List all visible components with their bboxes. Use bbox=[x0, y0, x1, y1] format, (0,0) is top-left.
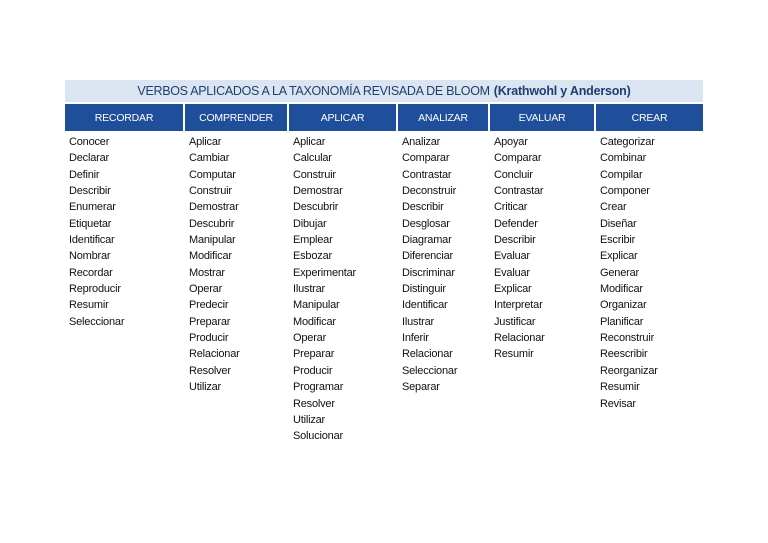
column-evaluar bbox=[490, 134, 596, 445]
verb-item: Ilustrar bbox=[402, 315, 435, 328]
verb-item: Reorganizar bbox=[600, 364, 658, 377]
table-title-authors: (Krathwohl y Anderson) bbox=[493, 84, 631, 98]
verb-item: Escribir bbox=[600, 234, 636, 247]
verb-item: Revisar bbox=[600, 397, 636, 410]
verb-item: Definir bbox=[69, 168, 100, 181]
verb-item: Concluir bbox=[494, 168, 533, 181]
verb-item: Demostrar bbox=[293, 185, 343, 198]
verb-item: Mostrar bbox=[189, 266, 225, 279]
verb-item: Seleccionar bbox=[402, 364, 458, 377]
verb-item: Nombrar bbox=[69, 250, 111, 263]
verb-item: Operar bbox=[189, 283, 223, 296]
verb-item: Interpretar bbox=[494, 299, 543, 312]
verb-item: Defender bbox=[494, 217, 538, 230]
verb-item: Programar bbox=[293, 381, 344, 394]
verb-item: Resumir bbox=[69, 299, 109, 312]
verb-item: Describir bbox=[494, 234, 536, 247]
header-crear: CREAR bbox=[596, 104, 703, 131]
verb-item: Discriminar bbox=[402, 266, 455, 279]
verb-item: Producir bbox=[293, 364, 333, 377]
verb-item: Preparar bbox=[189, 315, 231, 328]
header-analizar: ANALIZAR bbox=[398, 104, 490, 131]
column-analizar bbox=[398, 134, 490, 445]
verb-item: Producir bbox=[189, 332, 229, 345]
verb-item: Descubrir bbox=[189, 217, 235, 230]
verb-item: Contrastar bbox=[402, 168, 452, 181]
verb-item: Modificar bbox=[293, 315, 336, 328]
verb-item: Identificar bbox=[69, 234, 115, 247]
verb-item: Emplear bbox=[293, 234, 333, 247]
verb-item: Etiquetar bbox=[69, 217, 112, 230]
verb-item: Describir bbox=[402, 201, 444, 214]
verb-item: Ilustrar bbox=[293, 283, 326, 296]
verb-item: Manipular bbox=[293, 299, 340, 312]
verb-item: Aplicar bbox=[293, 136, 326, 148]
verb-item: Explicar bbox=[600, 250, 638, 263]
header-row bbox=[65, 104, 703, 131]
verb-item: Apoyar bbox=[494, 136, 528, 148]
verb-item: Demostrar bbox=[189, 201, 239, 214]
verb-item: Manipular bbox=[189, 234, 236, 247]
verb-item: Resolver bbox=[189, 364, 231, 377]
verb-item: Recordar bbox=[69, 266, 113, 279]
verb-item: Relacionar bbox=[189, 348, 240, 361]
column-comprender bbox=[185, 134, 289, 445]
verb-item: Compilar bbox=[600, 168, 643, 181]
verb-item: Reconstruir bbox=[600, 332, 655, 345]
verb-item: Relacionar bbox=[402, 348, 453, 361]
verb-item: Combinar bbox=[600, 152, 647, 165]
verb-item: Conocer bbox=[69, 136, 110, 148]
verb-item: Preparar bbox=[293, 348, 335, 361]
verb-item: Relacionar bbox=[494, 332, 545, 345]
verb-item: Categorizar bbox=[600, 136, 655, 148]
verb-item: Describir bbox=[69, 185, 111, 198]
header-recordar: RECORDAR bbox=[65, 104, 185, 131]
verb-item: Comparar bbox=[402, 152, 450, 165]
verb-item: Descubrir bbox=[293, 201, 339, 214]
header-aplicar: APLICAR bbox=[289, 104, 398, 131]
verb-item: Construir bbox=[293, 168, 336, 181]
verb-item: Desglosar bbox=[402, 217, 450, 230]
verb-item: Comparar bbox=[494, 152, 542, 165]
verb-item: Resumir bbox=[600, 381, 640, 394]
verb-item: Contrastar bbox=[494, 185, 544, 198]
verb-item: Utilizar bbox=[189, 381, 222, 394]
verb-item: Evaluar bbox=[494, 266, 530, 279]
verb-item: Generar bbox=[600, 266, 639, 279]
verb-item: Deconstruir bbox=[402, 185, 457, 198]
verb-item: Distinguir bbox=[402, 283, 446, 296]
verb-item: Diseñar bbox=[600, 217, 637, 230]
column-aplicar bbox=[289, 134, 398, 445]
verb-item: Resumir bbox=[494, 348, 534, 361]
verb-item: Seleccionar bbox=[69, 315, 125, 328]
verb-item: Explicar bbox=[494, 283, 532, 296]
verb-item: Modificar bbox=[600, 283, 643, 296]
verb-item: Enumerar bbox=[69, 201, 116, 214]
verb-item: Computar bbox=[189, 168, 236, 181]
verb-item: Construir bbox=[189, 185, 232, 198]
verb-columns bbox=[65, 134, 703, 445]
verb-item: Evaluar bbox=[494, 250, 530, 263]
verb-item: Separar bbox=[402, 381, 440, 394]
verb-item: Inferir bbox=[402, 332, 429, 345]
table-title-main: VERBOS APLICADOS A LA TAXONOMÍA REVISADA DE BLOOM bbox=[137, 84, 490, 98]
verb-item: Diferenciar bbox=[402, 250, 453, 263]
verb-item: Operar bbox=[293, 332, 327, 345]
table-title bbox=[65, 80, 703, 102]
verb-item: Esbozar bbox=[293, 250, 332, 263]
verb-item: Analizar bbox=[402, 136, 441, 148]
verb-item: Criticar bbox=[494, 201, 528, 214]
verb-item: Cambiar bbox=[189, 152, 230, 165]
verb-item: Solucionar bbox=[293, 430, 343, 443]
verb-item: Crear bbox=[600, 201, 627, 214]
verb-item: Reproducir bbox=[69, 283, 121, 296]
verb-item: Resolver bbox=[293, 397, 335, 410]
header-evaluar: EVALUAR bbox=[490, 104, 596, 131]
verb-item: Componer bbox=[600, 185, 650, 198]
verb-item: Modificar bbox=[189, 250, 232, 263]
verb-item: Calcular bbox=[293, 152, 332, 165]
verb-item: Organizar bbox=[600, 299, 647, 312]
verb-item: Diagramar bbox=[402, 234, 452, 247]
verb-item: Declarar bbox=[69, 152, 109, 165]
verb-item: Aplicar bbox=[189, 136, 222, 148]
bloom-taxonomy-table bbox=[65, 80, 703, 445]
verb-item: Dibujar bbox=[293, 217, 327, 230]
verb-item: Predecir bbox=[189, 299, 229, 312]
verb-item: Utilizar bbox=[293, 413, 326, 426]
header-comprender: COMPRENDER bbox=[185, 104, 289, 131]
verb-item: Experimentar bbox=[293, 266, 357, 279]
verb-item: Planificar bbox=[600, 315, 644, 328]
verb-item: Justificar bbox=[494, 315, 536, 328]
verb-item: Identificar bbox=[402, 299, 448, 312]
column-crear bbox=[596, 134, 703, 445]
column-recordar bbox=[65, 134, 185, 445]
verb-item: Reescribir bbox=[600, 348, 648, 361]
